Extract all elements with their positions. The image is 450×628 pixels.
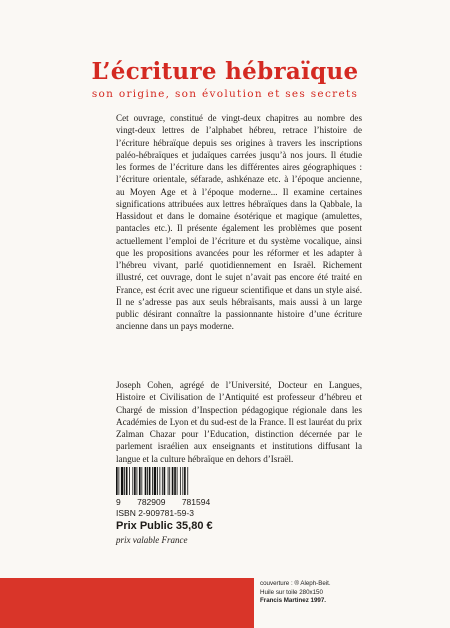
barcode-bar [121,467,123,495]
barcode-bar [157,467,158,495]
barcode-bar [129,467,130,495]
cover-credit [260,580,440,606]
cover-credit-line: couverture : ® Aleph-Beit. [260,580,331,587]
public-price: Prix Public 35,80 € [116,520,213,532]
barcode-bar [169,467,170,495]
barcode-bar [172,467,174,495]
barcode-bar [159,467,160,495]
red-color-band [0,578,254,628]
barcode-bar [147,467,148,495]
barcode-image [116,467,216,495]
barcode-bar [180,467,181,495]
barcode-bar [141,467,142,495]
barcode-bar [164,467,166,495]
book-subtitle: son origine, son évolution et ses secrets [91,88,359,100]
book-title: L’écriture hébraïque [91,58,359,85]
barcode-bar [116,467,118,495]
book-description: Cet ouvrage, constitué de vingt-deux chapitres au nombre des vingt-deux lettres de l’alphabet hébreu, retrace l’histoire de l’écriture hébraïque depuis ses origines à travers les inscriptions paléo-hébraïques et judaïques carrées jusqu’à nos jours. Il étudie les formes de l’écriture dans les différentes aires géographiques : l’écriture orientale, séfarade, ashkénaze etc. à l’époque ancienne, au Moyen Age et à l’époque moderne... Il examine certaines significations attribuées aux lettres hébraïques dans la Qabbale, la Hassidout et dans le domaine ésotérique et magique (amulettes, pantacles etc.). Il présente également les problèmes que posent actuellement l’emploi de l’écriture et du système vocalique, ainsi que les propositions avancées pour les réformer et les adapter à l’hébreu vivant, parlé quotidiennement en Israël. Richement illustré, cet ouvrage, dont le sujet n’avait pas encore été traité en France, est écrit avec une rigueur scientifique et dans un style aisé. Il ne s’adresse pas aux seuls hébraïsants, mais aussi à un large public désirant connaître la passionnante histoire d’une écriture ancienne dans un pays moderne. [116,113,362,332]
barcode-bar [184,467,186,495]
barcode-bar [162,467,163,495]
barcode-digits: 9 782909 781594 [116,497,211,507]
barcode-bar [168,467,169,495]
barcode-bar [124,467,125,495]
barcode-bar [177,467,178,495]
barcode-bar [139,467,141,495]
barcode-bar [137,467,138,495]
barcode-bar [154,467,156,495]
barcode-bar [118,467,119,495]
barcode-bar [174,467,176,495]
barcode-bar [126,467,128,495]
price-validity: prix valable France [116,535,188,545]
isbn-number: ISBN 2-909781-59-3 [116,508,194,518]
barcode-bar [134,467,136,495]
barcode-bar [145,467,147,495]
barcode-bar [182,467,183,495]
artist-credit-line: Francis Martinez 1997. [260,597,327,605]
barcode-bar [132,467,133,495]
barcode-block [116,467,246,545]
barcode-bar [149,467,151,495]
barcode-bar [152,467,153,495]
author-bio: Joseph Cohen, agrégé de l’Université, Docteur en Langues, Histoire et Civilisation de l’Antiquité est professeur d’hébreu et Chargé de mission d’Inspection pédagogique régionale dans les Académies de Lyon et du sud-est de la France. Il est lauréat du prix Zalman Chazar pour l’Education, distinction décernée par le parlement israélien aux enseignants et institutions diffusant la langue et la culture hébraïque en dehors d’Israël. [116,380,362,464]
medium-credit-line: Huile sur toile 280x150 [260,588,323,596]
barcode-bar [187,467,188,495]
